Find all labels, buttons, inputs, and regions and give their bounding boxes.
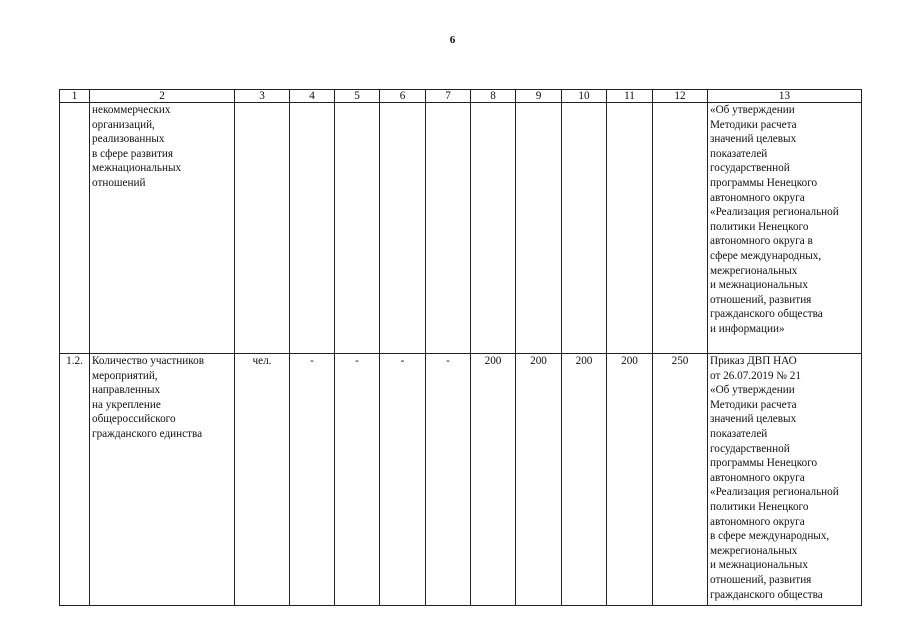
indicator-name: некоммерческих организаций, реализованных в сфере развития межнациональных отношений	[90, 103, 235, 354]
col-header-3: 3	[235, 90, 290, 103]
value-col-8: 200	[471, 354, 516, 606]
table-row-continuation	[60, 103, 862, 354]
col-header-5: 5	[335, 90, 380, 103]
value-col-5	[335, 103, 380, 354]
col-header-6: 6	[380, 90, 426, 103]
unit: чел.	[235, 354, 290, 606]
value-col-7: -	[426, 354, 471, 606]
value-col-11: 200	[607, 354, 653, 606]
value-col-11	[607, 103, 653, 354]
col-header-8: 8	[471, 90, 516, 103]
value-col-12: 250	[653, 354, 708, 606]
col-header-1: 1	[60, 90, 90, 103]
value-col-10	[562, 103, 607, 354]
col-header-11: 11	[607, 90, 653, 103]
source-document: Приказ ДВП НАО от 26.07.2019 № 21 «Об утверждении Методики расчета значений целевых показателей государственной программы Ненецкого автономного округа «Реализация региональной политики Ненецкого автономного округа в сфере международных, межрегиональных и межнациональных отношений, развития гражданского общества	[708, 354, 862, 606]
unit	[235, 103, 290, 354]
value-col-5: -	[335, 354, 380, 606]
col-header-7: 7	[426, 90, 471, 103]
row-number: 1.2.	[60, 354, 90, 606]
row-number	[60, 103, 90, 354]
value-col-10: 200	[562, 354, 607, 606]
value-col-8	[471, 103, 516, 354]
col-header-2: 2	[90, 90, 235, 103]
value-col-6: -	[380, 354, 426, 606]
value-col-9	[516, 103, 562, 354]
page-number: 6	[449, 34, 456, 46]
table-row-1-2	[60, 354, 862, 606]
col-header-9: 9	[516, 90, 562, 103]
value-col-4	[290, 103, 335, 354]
indicator-name: Количество участников мероприятий, направленных на укрепление общероссийского гражданского единства	[90, 354, 235, 606]
col-header-4: 4	[290, 90, 335, 103]
indicators-table	[59, 89, 862, 606]
col-header-10: 10	[562, 90, 607, 103]
col-header-12: 12	[653, 90, 708, 103]
value-col-6	[380, 103, 426, 354]
source-document: «Об утверждении Методики расчета значений целевых показателей государственной программы Ненецкого автономного округа «Реализация региональной политики Ненецкого автономного округа в сфере международных, межрегиональных и межнациональных отношений, развития гражданского общества и информации»	[708, 103, 862, 354]
value-col-12	[653, 103, 708, 354]
value-col-7	[426, 103, 471, 354]
value-col-4: -	[290, 354, 335, 606]
value-col-9: 200	[516, 354, 562, 606]
header-row	[60, 90, 862, 103]
col-header-13: 13	[708, 90, 862, 103]
